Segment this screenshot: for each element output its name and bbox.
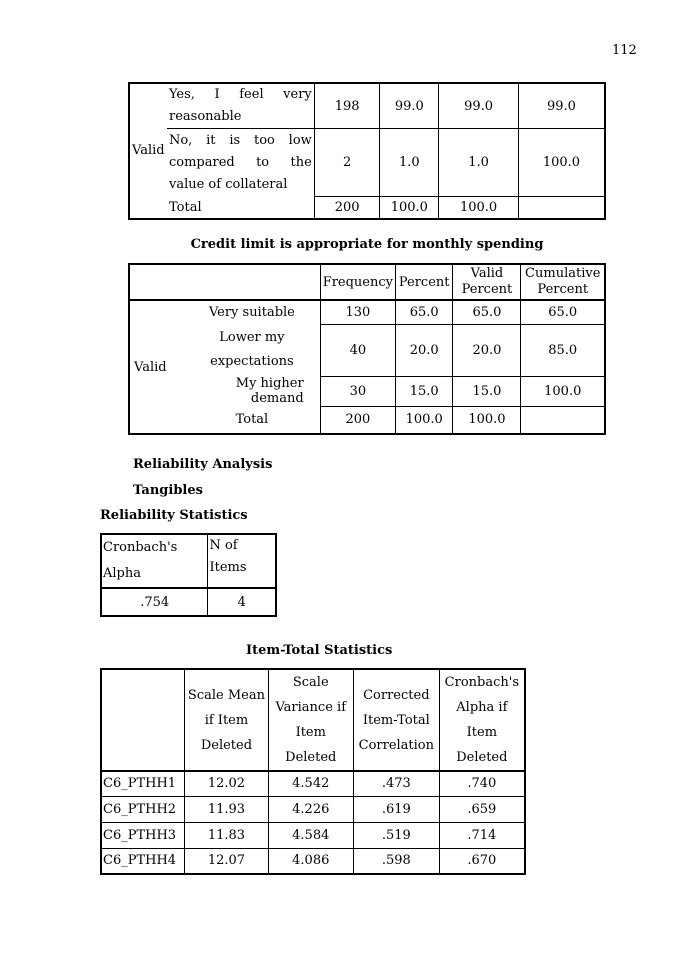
item-label: C6_PTHH1 [101,771,185,796]
valid-percent-cell: 99.0 [439,83,519,129]
table-reliability-statistics [100,533,277,617]
correlation-cell: .619 [353,796,439,822]
percent-cell: 65.0 [396,300,453,324]
alpha-value: .754 [101,588,208,616]
cumulative-cell [518,197,605,219]
frequency-cell: 200 [314,197,380,219]
header-cumulative: Cumulative Percent [521,264,605,300]
valid-percent-cell: 1.0 [439,129,519,197]
table-title: Credit limit is appropriate for monthly spending [190,237,544,252]
valid-percent-cell: 20.0 [453,324,521,376]
item-total-title: Item-Total Statistics [246,643,393,658]
header-scale-mean: Scale Mean if Item Deleted [185,669,268,771]
row-label: My higher demand [184,376,320,406]
table-row [129,300,605,324]
table-row [101,796,525,822]
mean-cell: 11.93 [185,796,268,822]
frequency-cell: 200 [320,406,395,434]
mean-cell: 12.07 [185,848,268,874]
percent-cell: 15.0 [396,376,453,406]
frequency-cell: 198 [314,83,380,129]
header-cronbach-alpha: Cronbach's Alpha [101,534,208,588]
table-row [101,771,525,796]
percent-cell: 99.0 [380,83,439,129]
frequency-cell: 130 [320,300,395,324]
items-value: 4 [208,588,276,616]
table-credit-limit-frequency [128,263,606,435]
valid-percent-cell: 15.0 [453,376,521,406]
header-scale-variance: Scale Variance if Item Deleted [268,669,353,771]
header-valid-percent: Valid Percent [453,264,521,300]
table-row [129,129,605,197]
header-empty [101,669,185,771]
table-row [129,406,605,434]
frequency-cell: 40 [320,324,395,376]
page-number: 112 [612,43,637,58]
table-header-row [101,534,276,588]
heading-reliability-analysis: Reliability Analysis [133,457,273,472]
table-header-row [129,264,605,300]
table-row [129,83,605,129]
percent-cell: 20.0 [396,324,453,376]
valid-percent-cell: 100.0 [439,197,519,219]
header-percent: Percent [396,264,453,300]
row-label: No, it is too low compared to the value of collateral [167,129,314,197]
row-label: Lower my expectations [184,324,320,376]
table-row [129,376,605,406]
alpha-cell: .740 [439,771,525,796]
header-empty [129,264,320,300]
valid-label: Valid [132,143,165,159]
table-row [101,822,525,848]
item-label: C6_PTHH4 [101,848,185,874]
table-row [101,848,525,874]
percent-cell: 100.0 [380,197,439,219]
row-label: Yes, I feel very reasonable [167,83,314,129]
table-row [129,324,605,376]
variance-cell: 4.226 [268,796,353,822]
frequency-cell: 2 [314,129,380,197]
table-row [101,588,276,616]
row-label: Very suitable [184,300,320,324]
percent-cell: 100.0 [396,406,453,434]
header-n-items: N of Items [208,534,276,588]
table-row [129,197,605,219]
row-label: Total [184,406,320,434]
variance-cell: 4.584 [268,822,353,848]
table-collateral-frequency [128,82,606,220]
valid-percent-cell: 65.0 [453,300,521,324]
correlation-cell: .519 [353,822,439,848]
heading-reliability-statistics: Reliability Statistics [100,508,248,523]
mean-cell: 11.83 [185,822,268,848]
cumulative-cell [521,406,605,434]
mean-cell: 12.02 [185,771,268,796]
header-corrected-correlation: Corrected Item-Total Correlation [353,669,439,771]
cumulative-cell: 85.0 [521,324,605,376]
item-label: C6_PTHH2 [101,796,185,822]
header-alpha-if-deleted: Cronbach's Alpha if Item Deleted [439,669,525,771]
alpha-cell: .659 [439,796,525,822]
percent-cell: 1.0 [380,129,439,197]
cumulative-cell: 100.0 [521,376,605,406]
cumulative-cell: 99.0 [518,83,605,129]
cumulative-cell: 65.0 [521,300,605,324]
correlation-cell: .473 [353,771,439,796]
correlation-cell: .598 [353,848,439,874]
alpha-cell: .714 [439,822,525,848]
cumulative-cell: 100.0 [518,129,605,197]
heading-tangibles: Tangibles [133,483,203,498]
table-item-total-statistics [100,668,526,875]
header-frequency: Frequency [320,264,395,300]
variance-cell: 4.542 [268,771,353,796]
valid-percent-cell: 100.0 [453,406,521,434]
row-label: Total [167,197,314,219]
item-label: C6_PTHH3 [101,822,185,848]
alpha-cell: .670 [439,848,525,874]
variance-cell: 4.086 [268,848,353,874]
valid-label: Valid [129,300,184,434]
table-header-row [101,669,525,771]
frequency-cell: 30 [320,376,395,406]
